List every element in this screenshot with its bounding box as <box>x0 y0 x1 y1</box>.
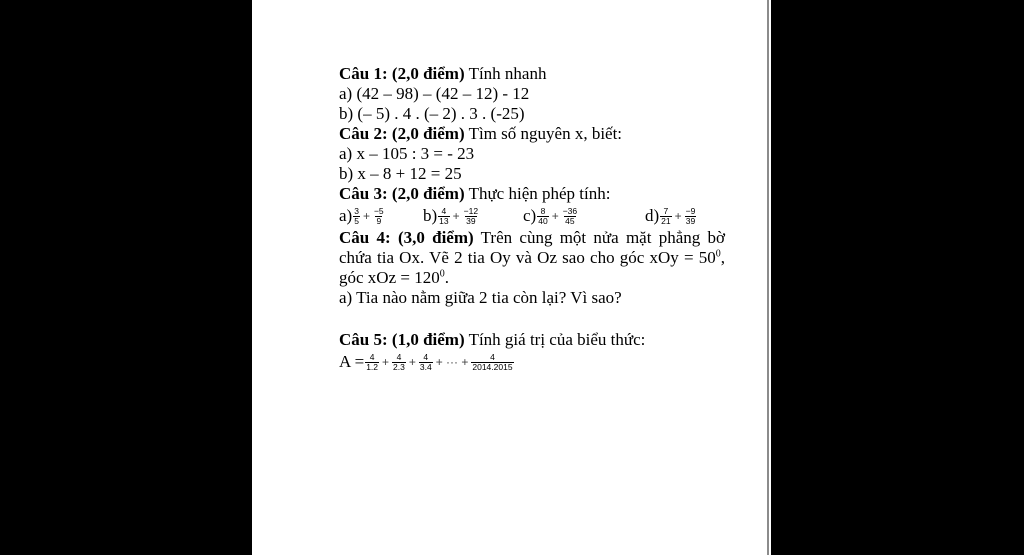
q4-part-a: a) Tia nào nằm giữa 2 tia còn lại? Vì sao? <box>339 288 622 307</box>
q4-text: Trên cùng một nửa mặt phẳng bờ chứa tia Ox. Vẽ 2 tia Oy và Oz sao cho góc xOy = <box>339 228 725 267</box>
plus-sign: + <box>382 355 390 369</box>
q3-points: (2,0 điểm) <box>391 184 465 203</box>
q4-text-2: , góc xOz = 120 <box>339 248 726 287</box>
q1-part-b: b) (– 5) . 4 . (– 2) . 3 . (-25) <box>339 104 525 123</box>
fraction: $\frac{4}{2.3}$ <box>393 351 405 372</box>
fraction: $\frac{-9}{39}$ <box>685 205 696 226</box>
q2-part-a: a) x – 105 : 3 = - 23 <box>339 144 475 163</box>
q5-heading <box>339 330 725 350</box>
ellipsis-sign: + ··· + <box>435 355 469 369</box>
fraction: $\frac{4}{1.2}$ <box>366 351 379 372</box>
q1-part-a: a) (42 – 98) – (42 – 12) - 12 <box>339 84 530 103</box>
q3-heading <box>339 184 725 204</box>
q5-lhs: A = <box>339 352 365 371</box>
q3-label: Câu 3: <box>339 184 388 203</box>
degree-sup: 0 <box>715 248 721 260</box>
plus-sign: + <box>452 209 460 223</box>
q2-task: Tìm số nguyên x, biết: <box>468 124 623 143</box>
q3-item-label: c) <box>523 206 537 225</box>
q3-expressions <box>339 204 725 228</box>
q4-label: Câu 4: <box>339 228 391 247</box>
fraction: $\frac{4}{3.4}$ <box>419 351 432 372</box>
exam-content <box>339 64 725 374</box>
q5-label: Câu 5: <box>339 330 388 349</box>
q5-expression <box>339 350 725 374</box>
plus-sign: + <box>551 209 559 223</box>
plus-sign: + <box>674 209 682 223</box>
fraction: $\frac{-12}{39}$ <box>463 205 479 226</box>
q3-item-label: b) <box>423 206 438 225</box>
q5-points: (1,0 điểm) <box>391 330 465 349</box>
q2-heading <box>339 124 725 144</box>
q4-angle-1: $50^0$ <box>698 248 721 267</box>
q2-part-b: b) x – 8 + 12 = 25 <box>339 164 462 183</box>
page-divider <box>767 0 769 555</box>
q1-task: Tính nhanh <box>468 64 547 83</box>
plus-sign: + <box>362 209 370 223</box>
q4-points: (3,0 điểm) <box>397 228 474 247</box>
fraction: $\frac{4}{2014.2015}$ <box>472 351 513 372</box>
q3-task: Thực hiện phép tính: <box>468 184 611 203</box>
q3-item-b <box>423 206 523 226</box>
degree-sup: 0 <box>439 268 445 280</box>
q4-text-3: . <box>444 268 449 287</box>
fraction: $\frac{-36}{45}$ <box>562 205 578 226</box>
q1-heading <box>339 64 725 84</box>
q3-item-label: a) <box>339 206 353 225</box>
q1-label: Câu 1: <box>339 64 388 83</box>
q3-item-d <box>645 206 697 226</box>
fraction: $\frac{7}{21}$ <box>661 205 671 226</box>
fraction: $\frac{3}{5}$ <box>354 205 359 226</box>
q2-label: Câu 2: <box>339 124 388 143</box>
q3-item-c <box>523 206 645 226</box>
fraction: $\frac{-5}{9}$ <box>373 205 384 226</box>
q3-item-a <box>339 206 423 226</box>
q2-points: (2,0 điểm) <box>391 124 465 143</box>
q5-task: Tính giá trị của biểu thức: <box>468 330 646 349</box>
fraction: $\frac{8}{40}$ <box>538 205 548 226</box>
q4-paragraph <box>339 228 725 288</box>
q1-points: (2,0 điểm) <box>391 64 465 83</box>
fraction: $\frac{4}{13}$ <box>439 205 449 226</box>
q3-item-label: d) <box>645 206 660 225</box>
plus-sign: + <box>408 355 416 369</box>
